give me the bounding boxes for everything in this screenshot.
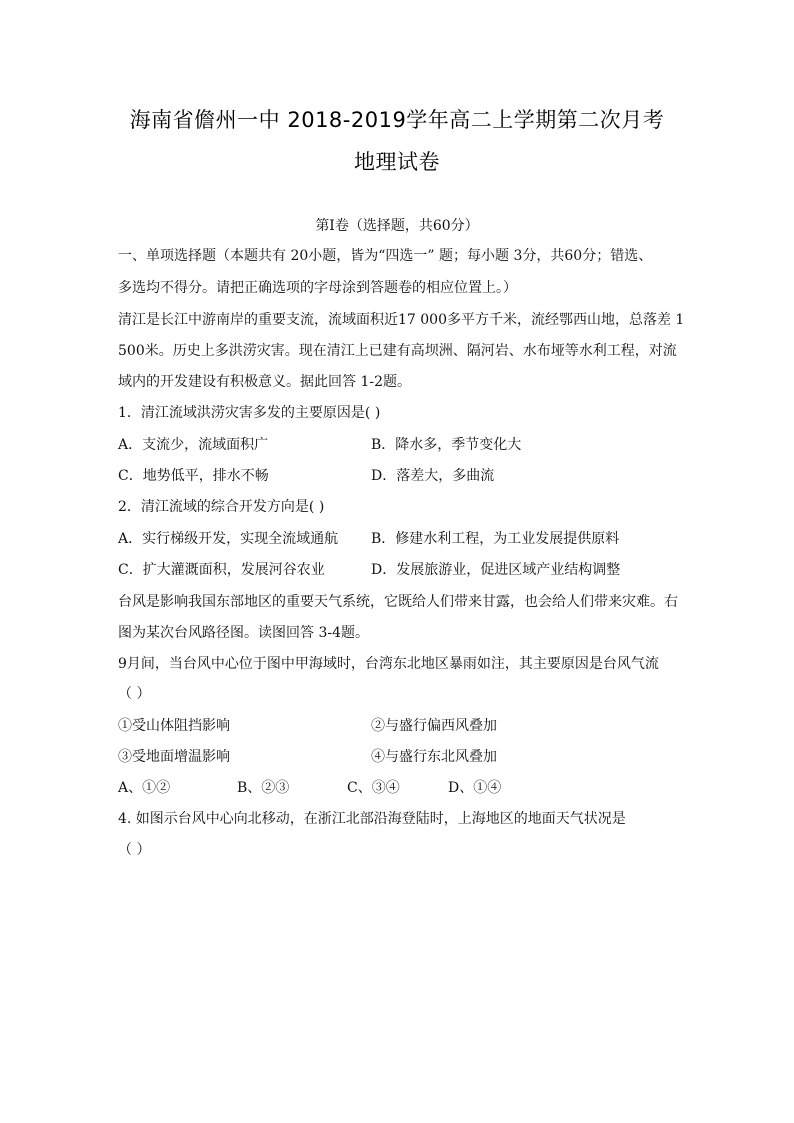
passage-line: 图为某次台风路径图。读图回答 3-4题。 bbox=[118, 625, 369, 641]
option-d: D．落差大，多曲流 bbox=[371, 468, 495, 484]
option-c: C．扩大灌溉面积，发展河谷农业 bbox=[118, 562, 325, 578]
option-c: C．地势低平，排水不畅 bbox=[118, 468, 269, 484]
statement-1: ①受山体阻挡影响 bbox=[118, 718, 230, 734]
option-b: B、②③ bbox=[237, 780, 290, 796]
instructions-line: 一、单项选择题（本题共有 20小题，皆为“四选一” 题；每小题 3分，共60分；错选、 bbox=[118, 248, 653, 264]
statement-4: ④与盛行东北风叠加 bbox=[371, 749, 497, 765]
instructions-line: 多选均不得分。请把正确选项的字母涂到答题卷的相应位置上。） bbox=[118, 280, 517, 296]
part-title: 第Ⅰ卷（选择题，共60分） bbox=[315, 218, 479, 234]
statement-3: ③受地面增温影响 bbox=[118, 749, 230, 765]
option-d: D、①④ bbox=[448, 780, 502, 796]
passage-line: 台风是影响我国东部地区的重要天气系统，它既给人们带来甘露，也会给人们带来灾难。右 bbox=[118, 594, 678, 610]
option-a: A．实行梯级开发，实现全流域通航 bbox=[118, 531, 339, 547]
question-stem: 4. 如图示台风中心向北移动，在浙江北部沿海登陆时，上海地区的地面天气状况是 bbox=[118, 811, 626, 827]
exam-subject: 地理试卷 bbox=[354, 150, 440, 174]
passage-line: 清江是长江中游南岸的重要支流，流域面积近17 000多平方千米，流经鄂西山地，总落差 1 bbox=[118, 312, 685, 328]
option-b: B．降水多，季节变化大 bbox=[371, 437, 522, 453]
option-b: B．修建水利工程，为工业发展提供原料 bbox=[371, 531, 620, 547]
exam-title: 海南省儋州一中 2018-2019学年高二上学期第二次月考 bbox=[129, 108, 665, 132]
option-a: A．支流少，流域面积广 bbox=[118, 437, 269, 453]
statement-2: ②与盛行偏西风叠加 bbox=[371, 718, 497, 734]
passage-line: 500米。历史上多洪涝灾害。现在清江上已建有高坝洲、隔河岩、水布垭等水利工程，对流 bbox=[118, 343, 677, 359]
option-d: D．发展旅游业，促进区域产业结构调整 bbox=[371, 562, 621, 578]
question-stem: 2．清江流域的综合开发方向是( ) bbox=[118, 499, 325, 515]
option-a: A、①② bbox=[118, 780, 171, 796]
question-blank: （ ） bbox=[118, 842, 151, 858]
passage-line: 域内的开发建设有积极意义。据此回答 1-2题。 bbox=[118, 374, 411, 390]
question-stem: 1．清江流域洪涝灾害多发的主要原因是( ) bbox=[118, 405, 381, 421]
question-stem: 9月间，当台风中心位于图中甲海域时，台湾东北地区暴雨如注，其主要原因是台风气流 bbox=[118, 656, 659, 672]
option-c: C、③④ bbox=[347, 780, 400, 796]
question-blank: （ ） bbox=[118, 686, 151, 702]
